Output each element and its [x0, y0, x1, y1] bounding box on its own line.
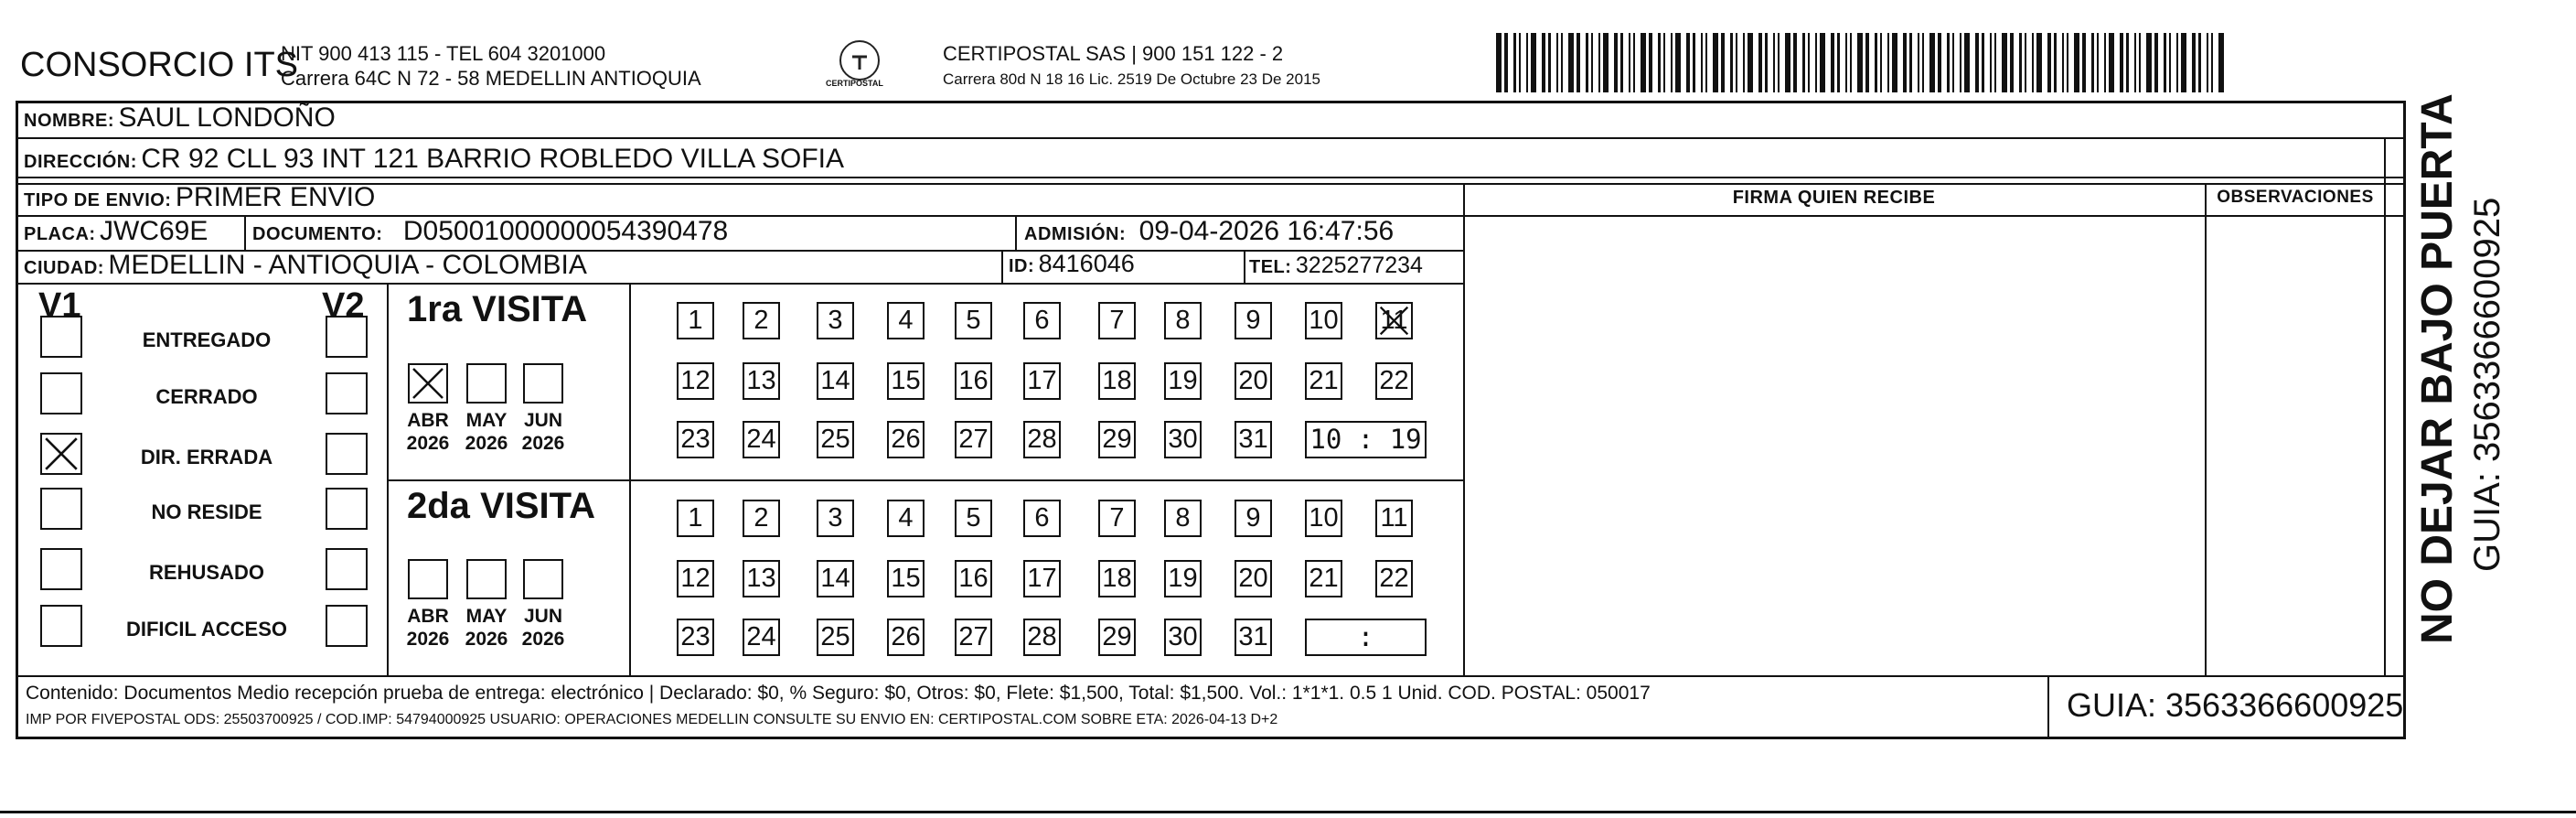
admision-label: ADMISIÓN:	[1024, 224, 1127, 244]
documento-value: D05001000000054390478	[402, 216, 729, 246]
barcode-bar	[2054, 33, 2057, 92]
day-box[interactable]: 16	[955, 560, 992, 597]
status-label: NO RESIDE	[151, 500, 262, 523]
barcode-bar	[1960, 33, 1961, 92]
barcode-bar	[1641, 33, 1646, 92]
day-box[interactable]: 9	[1235, 500, 1272, 537]
day-box[interactable]: 30	[1164, 421, 1202, 458]
barcode-bar	[1736, 33, 1737, 92]
ciudad-value: MEDELLIN - ANTIOQUIA - COLOMBIA	[108, 250, 587, 280]
barcode-bar	[1614, 33, 1618, 92]
day-box[interactable]: 26	[887, 421, 925, 458]
day-box[interactable]: 5	[955, 500, 992, 537]
barcode-bar	[2126, 33, 2129, 92]
day-box[interactable]: 10	[1305, 302, 1342, 339]
barcode-bar	[1548, 33, 1551, 92]
v2-checkbox[interactable]	[326, 488, 368, 530]
v2-checkbox[interactable]	[326, 548, 368, 590]
barcode-bar	[1994, 33, 1996, 92]
side-guia: GUIA: 3563366600925	[2467, 197, 2507, 572]
month-label: JUN 2026	[521, 606, 565, 650]
day-box[interactable]: 17	[1023, 560, 1061, 597]
day-box[interactable]: 1	[677, 302, 714, 339]
v1-checkbox[interactable]	[40, 548, 82, 590]
day-box[interactable]: 12	[677, 560, 714, 597]
barcode-bar	[2082, 33, 2086, 92]
day-box[interactable]: 29	[1098, 619, 1136, 656]
barcode-bar	[1577, 33, 1580, 92]
certipostal-logo	[839, 40, 880, 81]
barcode-bar	[1990, 33, 1992, 92]
barcode-bar	[1857, 33, 1863, 92]
barcode-bar	[1964, 33, 1970, 92]
month-label: JUN 2026	[521, 410, 565, 454]
direccion-row	[24, 144, 844, 175]
month-checkbox[interactable]	[466, 363, 507, 404]
barcode-bar	[1671, 33, 1673, 92]
day-box[interactable]: 27	[955, 619, 992, 656]
documento-row	[252, 216, 728, 247]
month-label: ABR 2026	[406, 410, 450, 454]
v1-checkbox[interactable]	[40, 605, 82, 647]
barcode-bar	[2154, 33, 2158, 92]
day-box[interactable]: 8	[1164, 302, 1202, 339]
tel-value: 3225277234	[1295, 253, 1423, 278]
barcode-bar	[1561, 33, 1563, 92]
admision-row	[1024, 216, 1394, 247]
certipostal-line: CERTIPOSTAL SAS | 900 151 122 - 2	[943, 42, 1284, 65]
admision-value: 09-04-2026 16:47:56	[1138, 216, 1395, 246]
logo-text: CERTIPOSTAL	[826, 79, 883, 88]
tel-row	[1249, 253, 1423, 279]
barcode-bar	[1831, 33, 1834, 92]
barcode-bar	[1850, 33, 1852, 92]
v2-checkbox[interactable]	[326, 372, 368, 414]
day-box[interactable]: 16	[955, 362, 992, 400]
day-box[interactable]: 31	[1235, 421, 1272, 458]
nombre-value: SAUL LONDOÑO	[118, 102, 336, 133]
day-box[interactable]: 2	[743, 302, 780, 339]
month-checkbox[interactable]	[408, 559, 448, 599]
barcode-bar	[1887, 33, 1889, 92]
day-box[interactable]: 11	[1375, 302, 1413, 339]
id-label: ID:	[1009, 256, 1035, 276]
day-box[interactable]: 13	[743, 560, 780, 597]
status-label: DIFICIL ACCESO	[125, 618, 287, 640]
day-box[interactable]: 12	[677, 362, 714, 400]
barcode-bar	[2139, 33, 2141, 92]
barcode-bar	[1865, 33, 1869, 92]
barcode-bar	[2032, 33, 2034, 92]
day-box[interactable]: 23	[677, 619, 714, 656]
day-box[interactable]: 7	[1098, 500, 1136, 537]
day-box[interactable]: 4	[887, 500, 925, 537]
month-checkbox[interactable]	[523, 559, 563, 599]
day-box[interactable]: 18	[1098, 362, 1136, 400]
barcode-bar	[1519, 33, 1521, 92]
day-box[interactable]: 20	[1235, 362, 1272, 400]
barcode-bar	[1586, 33, 1588, 92]
barcode	[1496, 33, 2228, 92]
status-label: ENTREGADO	[142, 328, 272, 351]
form-frame	[16, 101, 2406, 739]
barcode-bar	[2146, 33, 2152, 92]
barcode-bar	[2097, 33, 2099, 92]
day-box[interactable]: 14	[817, 560, 854, 597]
barcode-bar	[2198, 33, 2201, 92]
month-checkbox[interactable]	[523, 363, 563, 404]
barcode-bar	[1773, 33, 1775, 92]
month-checkbox[interactable]	[408, 363, 448, 404]
barcode-bar	[2002, 33, 2007, 92]
month-label: MAY 2026	[465, 410, 508, 454]
day-box[interactable]: 17	[1023, 362, 1061, 400]
barcode-bar	[1845, 33, 1847, 92]
barcode-bar	[1663, 33, 1665, 92]
barcode-bar	[1504, 33, 1508, 92]
day-box[interactable]: 21	[1305, 560, 1342, 597]
v2-label: V2	[322, 286, 365, 325]
barcode-bar	[2134, 33, 2136, 92]
v1-checkbox[interactable]	[40, 316, 82, 358]
barcode-bar	[2211, 33, 2213, 92]
barcode-bar	[1947, 33, 1950, 92]
footer-line1: Contenido: Documentos Medio recepción prueba de entrega: electrónico | Declarado: $0, % Seguro: $0, Otros: $0, Flete: $1,500, Total: $1,500. Vol.: 1*1*1. 0.5 1 Unid. COD. POSTAL: 050017	[26, 683, 1651, 704]
id-value: 8416046	[1038, 250, 1135, 277]
firma-label: FIRMA QUIEN RECIBE	[1732, 188, 1936, 208]
barcode-bar	[1815, 33, 1817, 92]
company-name: CONSORCIO ITS	[20, 46, 299, 84]
barcode-bar	[1526, 33, 1528, 92]
barcode-bar	[1929, 33, 1935, 92]
barcode-bar	[2109, 33, 2114, 92]
barcode-bar	[2218, 33, 2224, 92]
barcode-bar	[2047, 33, 2051, 92]
footer-line2: IMP POR FIVEPOSTAL ODS: 25503700925 / COD.IMP: 54794000925 USUARIO: OPERACIONES MEDELLIN CONSULTE SU ENVIO EN: CERTIPOSTAL.COM SOBRE ETA: 2026-04-13 D+2	[26, 712, 1278, 727]
barcode-bar	[2207, 33, 2208, 92]
barcode-bar	[1713, 33, 1718, 92]
barcode-bar	[1922, 33, 1924, 92]
observaciones-area[interactable]	[2207, 217, 2382, 674]
v1-checkbox[interactable]	[40, 488, 82, 530]
barcode-bar	[1649, 33, 1652, 92]
barcode-bar	[1808, 33, 1810, 92]
day-box[interactable]: 26	[887, 619, 925, 656]
ciudad-label: CIUDAD:	[24, 258, 104, 278]
day-box[interactable]: 19	[1164, 362, 1202, 400]
day-box[interactable]: 11	[1375, 500, 1413, 537]
barcode-bar	[1531, 33, 1536, 92]
certipostal-sub: Carrera 80d N 18 16 Lic. 2519 De Octubre 23 De 2015	[943, 70, 1320, 88]
barcode-bar	[1603, 33, 1609, 92]
day-box[interactable]: 24	[743, 421, 780, 458]
v1-checkbox[interactable]	[40, 372, 82, 414]
barcode-bar	[1765, 33, 1768, 92]
barcode-bar	[1598, 33, 1600, 92]
day-box[interactable]: 3	[817, 302, 854, 339]
barcode-bar	[1568, 33, 1574, 92]
barcode-bar	[1686, 33, 1690, 92]
day-box[interactable]: 24	[743, 619, 780, 656]
status-label: DIR. ERRADA	[140, 446, 273, 468]
day-box[interactable]: 7	[1098, 302, 1136, 339]
day-box[interactable]: 22	[1375, 560, 1413, 597]
barcode-bar	[2169, 33, 2171, 92]
day-box[interactable]: 19	[1164, 560, 1202, 597]
day-box[interactable]: 15	[887, 362, 925, 400]
barcode-bar	[2067, 33, 2068, 92]
barcode-bar	[1591, 33, 1593, 92]
day-box[interactable]: 21	[1305, 362, 1342, 400]
barcode-bar	[1892, 33, 1897, 92]
barcode-bar	[1556, 33, 1558, 92]
barcode-bar	[1658, 33, 1661, 92]
day-box[interactable]: 25	[817, 619, 854, 656]
barcode-bar	[1496, 33, 1502, 92]
day-box[interactable]: 29	[1098, 421, 1136, 458]
day-box[interactable]: 23	[677, 421, 714, 458]
barcode-bar	[1938, 33, 1941, 92]
footer-guia: GUIA: 3563366600925	[2067, 686, 2404, 724]
day-box[interactable]: 22	[1375, 362, 1413, 400]
barcode-bar	[2010, 33, 2014, 92]
day-box[interactable]: 8	[1164, 500, 1202, 537]
barcode-bar	[1743, 33, 1745, 92]
barcode-bar	[2025, 33, 2026, 92]
nit-line: NIT 900 413 115 - TEL 604 3201000	[281, 42, 606, 65]
barcode-bar	[1785, 33, 1790, 92]
day-box[interactable]: 1	[677, 500, 714, 537]
placa-value: JWC69E	[100, 216, 208, 246]
day-box[interactable]: 31	[1235, 619, 1272, 656]
placa-row	[24, 216, 208, 247]
barcode-bar	[1903, 33, 1907, 92]
v1-checkbox[interactable]	[40, 433, 82, 475]
barcode-bar	[1918, 33, 1919, 92]
barcode-bar	[2176, 33, 2178, 92]
barcode-bar	[2164, 33, 2166, 92]
barcode-bar	[2181, 33, 2186, 92]
barcode-bar	[1675, 33, 1681, 92]
barcode-bar	[1952, 33, 1954, 92]
barcode-bar	[2192, 33, 2196, 92]
barcode-bar	[1802, 33, 1805, 92]
signature-area[interactable]	[1465, 217, 2203, 674]
tel-label: TEL:	[1249, 257, 1292, 277]
placa-label: PLACA:	[24, 224, 96, 244]
barcode-bar	[1629, 33, 1630, 92]
barcode-bar	[1748, 33, 1753, 92]
barcode-bar	[1880, 33, 1882, 92]
barcode-bar	[2036, 33, 2042, 92]
barcode-bar	[1793, 33, 1797, 92]
bottom-rule	[0, 811, 2576, 813]
time-box[interactable]: :	[1305, 619, 1427, 656]
barcode-bar	[2074, 33, 2079, 92]
time-box[interactable]: 10 : 19	[1305, 421, 1427, 458]
barcode-bar	[2120, 33, 2123, 92]
status-label: CERRADO	[155, 385, 258, 408]
barcode-bar	[1721, 33, 1725, 92]
v1-label: V1	[38, 286, 81, 325]
barcode-bar	[1620, 33, 1623, 92]
barcode-bar	[1820, 33, 1825, 92]
barcode-bar	[1778, 33, 1780, 92]
barcode-bar	[1633, 33, 1635, 92]
day-box[interactable]: 30	[1164, 619, 1202, 656]
direccion-label: DIRECCIÓN:	[24, 152, 137, 172]
barcode-bar	[1975, 33, 1979, 92]
day-box[interactable]: 2	[743, 500, 780, 537]
ciudad-row	[24, 250, 587, 281]
day-box[interactable]: 14	[817, 362, 854, 400]
no-dejar-bajo-puerta: NO DEJAR BAJO PUERTA	[2413, 93, 2462, 644]
v2-checkbox[interactable]	[326, 316, 368, 358]
barcode-bar	[1693, 33, 1695, 92]
v2-checkbox[interactable]	[326, 605, 368, 647]
observaciones-label: OBSERVACIONES	[2217, 188, 2374, 207]
tipo-label: TIPO DE ENVIO:	[24, 190, 172, 210]
month-label: MAY 2026	[465, 606, 508, 650]
barcode-bar	[2062, 33, 2064, 92]
barcode-bar	[1909, 33, 1912, 92]
status-label: REHUSADO	[149, 561, 264, 584]
tipo-row	[24, 182, 375, 213]
direccion-value: CR 92 CLL 93 INT 121 BARRIO ROBLEDO VILLA SOFIA	[141, 144, 844, 174]
day-box[interactable]: 28	[1023, 421, 1061, 458]
barcode-bar	[1982, 33, 1984, 92]
barcode-bar	[1758, 33, 1762, 92]
day-box[interactable]: 18	[1098, 560, 1136, 597]
barcode-bar	[1513, 33, 1516, 92]
visit1-title: 1ra VISITA	[407, 289, 588, 329]
day-box[interactable]: 6	[1023, 302, 1061, 339]
month-label: ABR 2026	[406, 606, 450, 650]
nombre-row	[24, 102, 336, 134]
month-checkbox[interactable]	[466, 559, 507, 599]
day-box[interactable]: 10	[1305, 500, 1342, 537]
address-line: Carrera 64C N 72 - 58 MEDELLIN ANTIOQUIA	[281, 67, 701, 90]
barcode-bar	[1837, 33, 1840, 92]
day-box[interactable]: 3	[817, 500, 854, 537]
barcode-bar	[1730, 33, 1733, 92]
barcode-bar	[1701, 33, 1703, 92]
day-box[interactable]: 9	[1235, 302, 1272, 339]
day-box[interactable]: 6	[1023, 500, 1061, 537]
day-box[interactable]: 13	[743, 362, 780, 400]
visit2-title: 2da VISITA	[407, 486, 595, 526]
barcode-bar	[1705, 33, 1707, 92]
nombre-label: NOMBRE:	[24, 111, 115, 131]
day-box[interactable]: 5	[955, 302, 992, 339]
day-box[interactable]: 15	[887, 560, 925, 597]
barcode-bar	[2091, 33, 2094, 92]
barcode-bar	[1542, 33, 1545, 92]
barcode-bar	[2019, 33, 2022, 92]
barcode-bar	[1875, 33, 1877, 92]
day-box[interactable]: 25	[817, 421, 854, 458]
documento-label: DOCUMENTO:	[252, 224, 383, 244]
day-box[interactable]: 27	[955, 421, 992, 458]
id-row	[1009, 250, 1135, 278]
day-box[interactable]: 28	[1023, 619, 1061, 656]
tipo-value: PRIMER ENVIO	[175, 182, 376, 212]
day-box[interactable]: 20	[1235, 560, 1272, 597]
day-box[interactable]: 4	[887, 302, 925, 339]
v2-checkbox[interactable]	[326, 433, 368, 475]
barcode-bar	[2104, 33, 2106, 92]
